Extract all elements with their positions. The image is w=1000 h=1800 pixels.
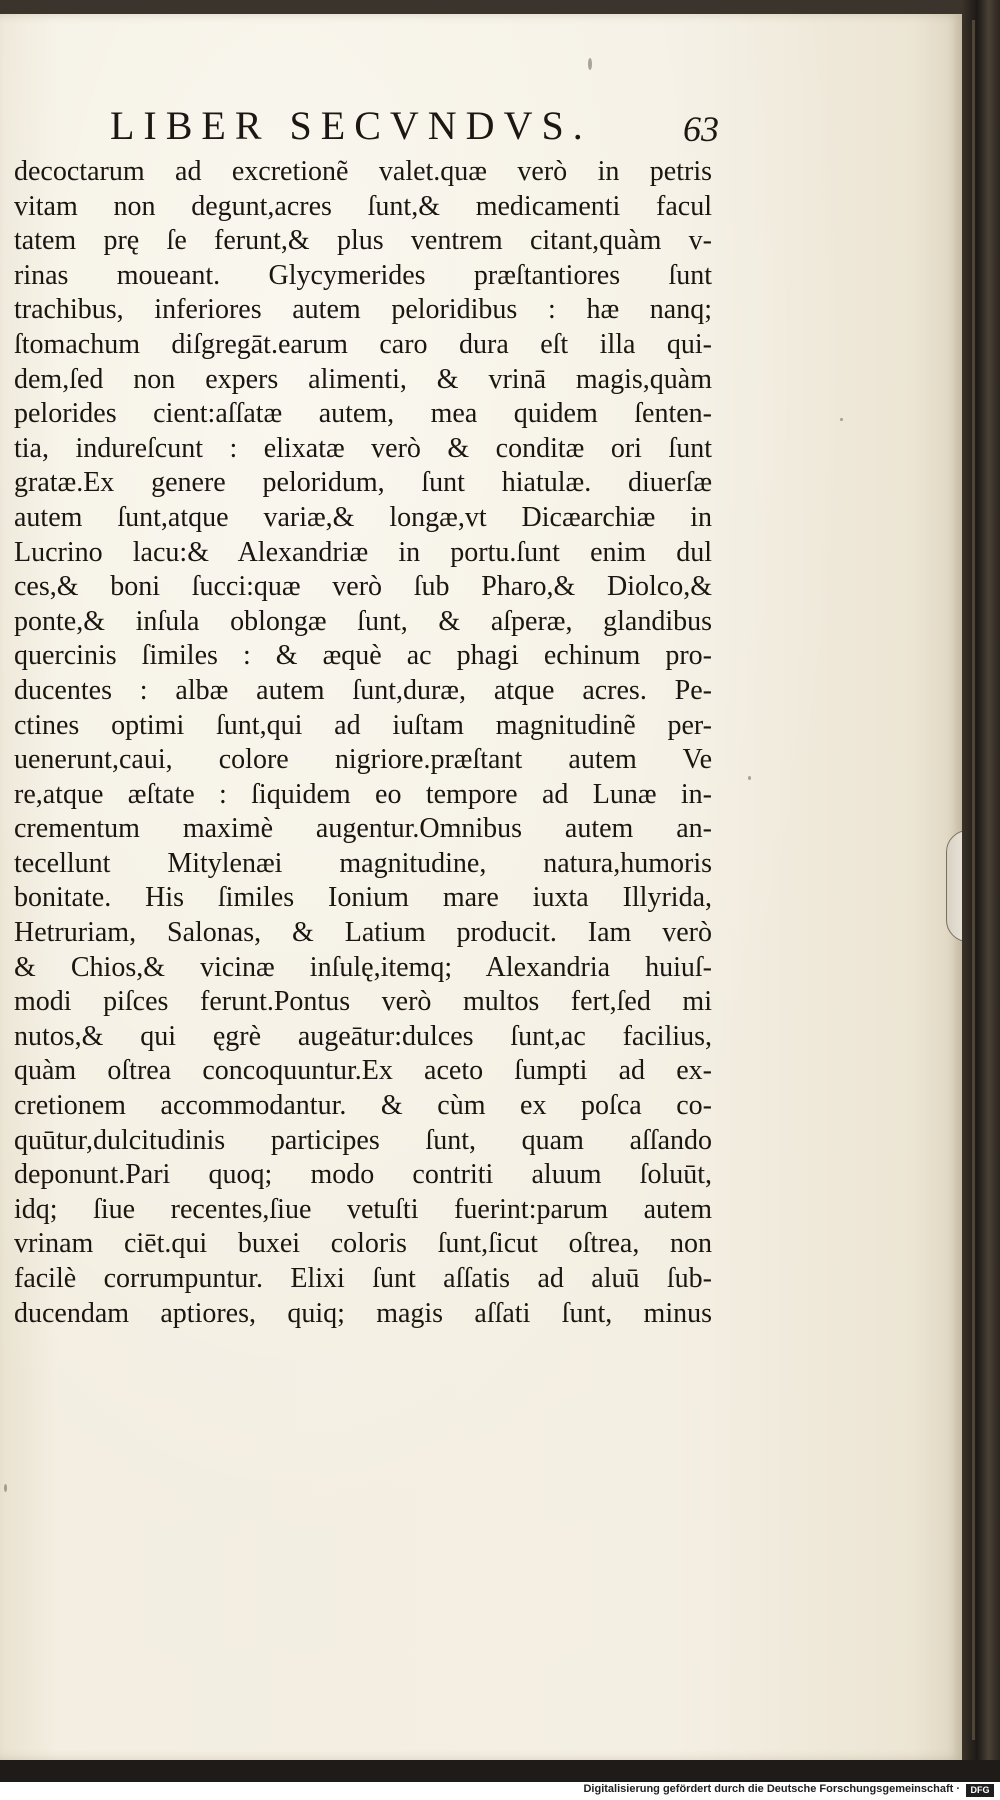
text-line: dem,ſed non expers alimenti, & vrinā magis,quàm: [14, 363, 712, 395]
page-number: 63: [683, 109, 719, 149]
text-line: facilè corrumpuntur. Elixi ſunt aſſatis ad aluū ſub-: [14, 1263, 712, 1294]
text-line: ducendam aptiores, quiq; magis aſſati ſunt, minus: [14, 1297, 712, 1329]
text-line: tecellunt Mitylenæi magnitudine, natura,humoris: [14, 847, 712, 879]
bottom-shadow-band: [0, 1760, 1000, 1782]
text-line: quūtur,dulcitudinis participes ſunt, quam aſſando: [14, 1124, 712, 1156]
text-line: pelorides cient:aſſatæ autem, mea quidem ſenten-: [14, 398, 712, 430]
text-line: tatem prę ſe ferunt,& plus ventrem citant,quàm v-: [14, 225, 712, 257]
ink-speck: [588, 58, 592, 70]
text-line: decoctarum ad excretionẽ valet.quæ verò in petris: [14, 156, 712, 187]
text-line: crementum maximè augentur.Omnibus autem an-: [14, 813, 712, 845]
dfg-logo: DFG: [966, 1784, 994, 1797]
text-line: rinas moueant. Glycymerides præſtantiores ſunt: [14, 259, 712, 291]
text-line: ducentes : albæ autem ſunt,duræ, atque acres. Pe-: [14, 674, 712, 706]
text-line: ſtomachum diſgregāt.earum caro dura eſt illa qui-: [14, 328, 712, 360]
text-line: bonitate. His ſimiles Ionium mare iuxta Illyrida,: [14, 882, 712, 914]
footer-credit: Digitalisierung gefördert durch die Deutsche Forschungsgemeinschaft ·: [583, 1783, 960, 1795]
text-line: deponunt.Pari quoq; modo contriti aluum ſoluūt,: [14, 1159, 712, 1191]
book-edge-stripe: [972, 20, 975, 1740]
text-line: vitam non degunt,acres ſunt,& medicamenti facul: [14, 190, 712, 222]
text-line: trachibus, inferiores autem peloridibus : hæ nanq;: [14, 294, 712, 326]
ink-speck: [840, 418, 843, 421]
ink-speck: [4, 1484, 7, 1492]
running-head: LIBER SECVNDVS.: [110, 103, 592, 148]
body-text: [14, 155, 714, 1455]
text-line: ctines optimi ſunt,qui ad iuſtam magnitudinẽ per-: [14, 709, 712, 741]
text-line: ces,& boni ſucci:quæ verò ſub Pharo,& Diolco,&: [14, 571, 712, 603]
book-page: [0, 14, 962, 1760]
text-line: cretionem accommodantur. & cùm ex poſca co-: [14, 1090, 712, 1122]
digitization-footer: [0, 1782, 1000, 1800]
text-line: vrinam ciēt.qui buxei coloris ſunt,ſicut oſtrea, non: [14, 1228, 712, 1260]
text-line: quercinis ſimiles : & æquè ac phagi echinum pro-: [14, 640, 712, 672]
text-line: uenerunt,caui, colore nigriore.præſtant autem Ve: [14, 744, 712, 776]
text-line: Lucrino lacu:& Alexandriæ in portu.ſunt enim dul: [14, 536, 712, 568]
book-edge: [962, 0, 1000, 1800]
text-line: & Chios,& vicinæ inſulę,itemq; Alexandria huiuſ-: [14, 951, 712, 983]
text-line: re,atque æſtate : ſiquidem eo tempore ad Lunæ in-: [14, 778, 712, 810]
text-line: tia, indureſcunt : elixatæ verò & conditæ ori ſunt: [14, 432, 712, 464]
text-line: quàm oſtrea concoquuntur.Ex aceto ſumpti ad ex-: [14, 1055, 712, 1087]
text-line: nutos,& qui ęgrè augeātur:dulces ſunt,ac facilius,: [14, 1020, 712, 1052]
text-line: gratæ.Ex genere peloridum, ſunt hiatulæ. diuerſæ: [14, 467, 712, 499]
text-line: idq; ſiue recentes,ſiue vetuſti fuerint:parum autem: [14, 1193, 712, 1225]
ink-speck: [748, 776, 751, 780]
text-line: Hetruriam, Salonas, & Latium producit. Iam verò: [14, 917, 712, 949]
text-line: ponte,& inſula oblongæ ſunt, & aſperæ, glandibus: [14, 605, 712, 637]
top-shadow-band: [0, 0, 962, 14]
text-line: autem ſunt,atque variæ,& longæ,vt Dicæarchiæ in: [14, 501, 712, 533]
text-line: modi piſces ferunt.Pontus verò multos fert,ſed mi: [14, 986, 712, 1018]
